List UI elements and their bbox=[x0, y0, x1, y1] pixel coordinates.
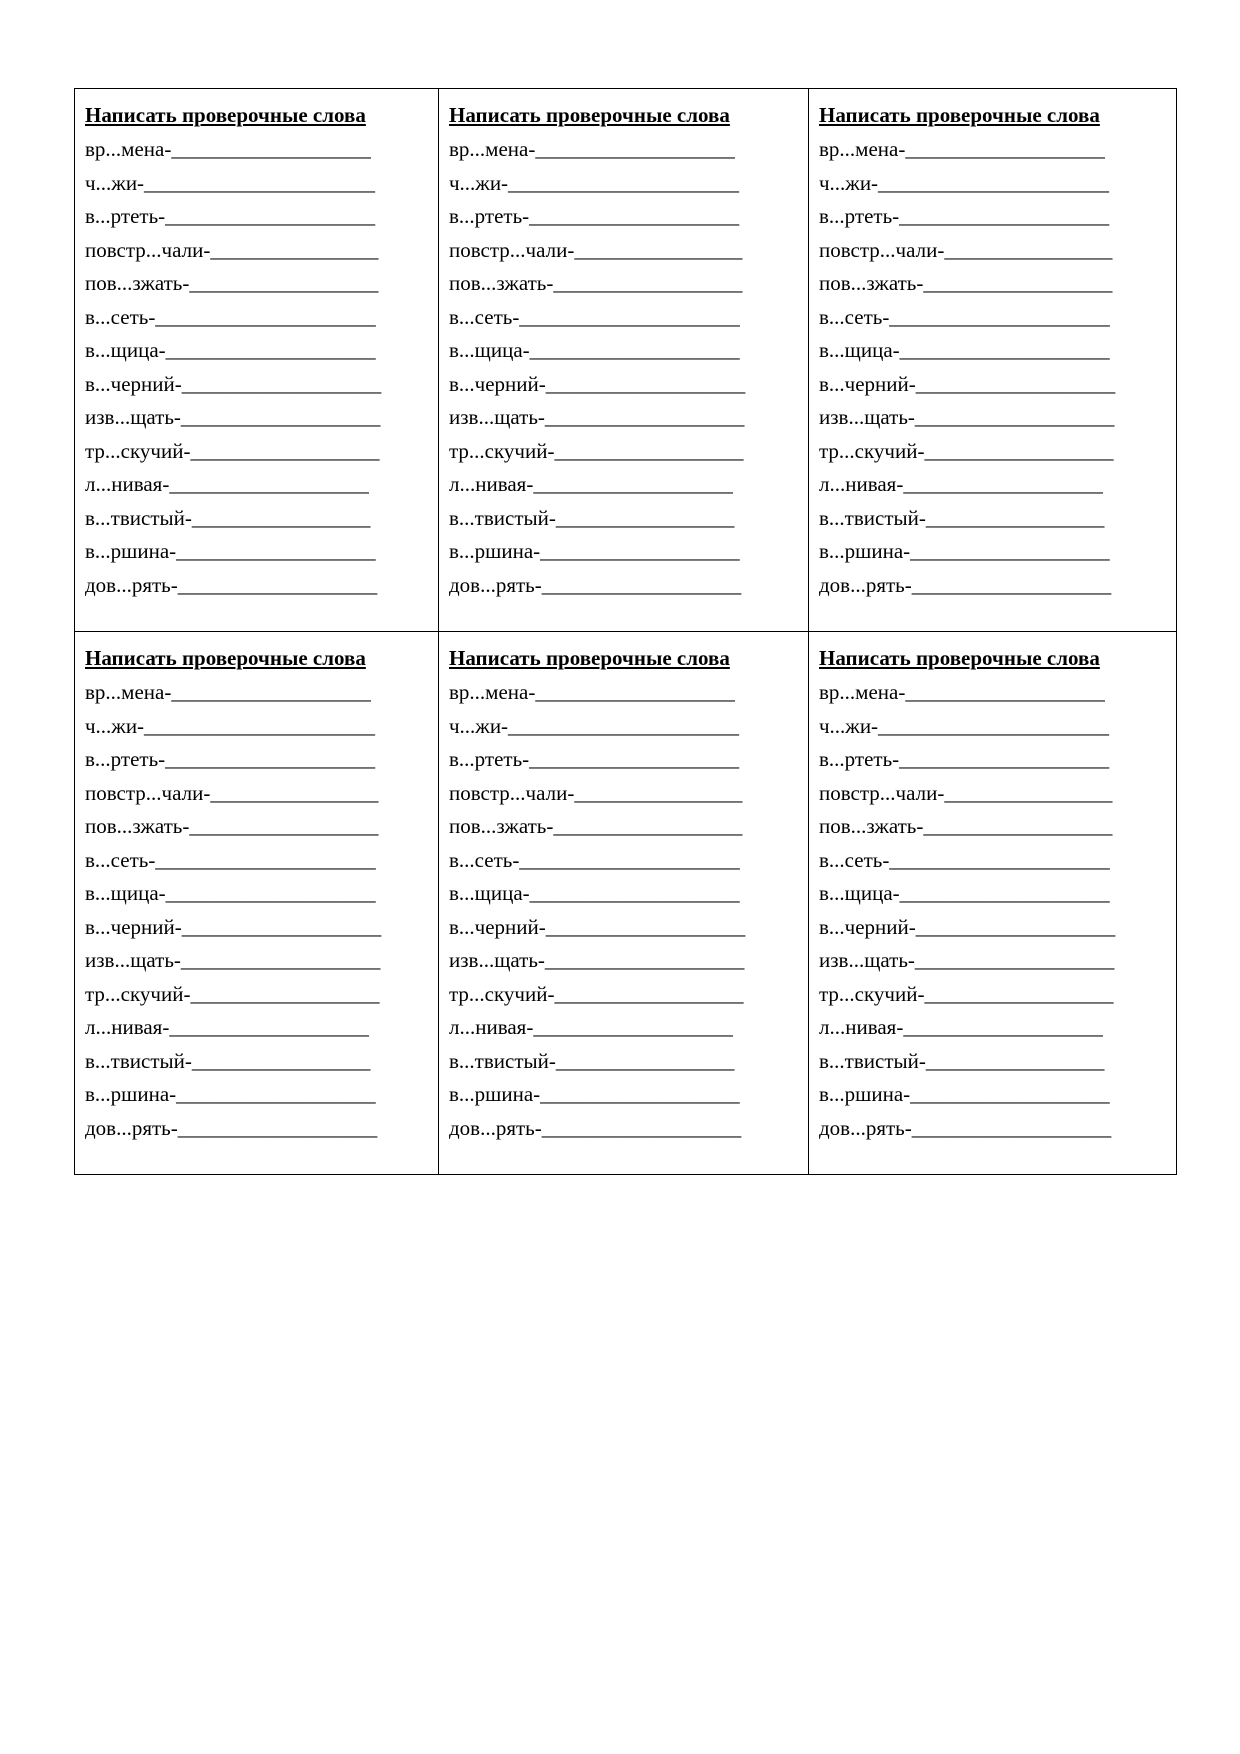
word-line: изв...щать-___________________ bbox=[85, 948, 381, 972]
word-line: дов...рять-___________________ bbox=[449, 572, 742, 597]
word-line: изв...щать-___________________ bbox=[819, 948, 1115, 972]
card-1 bbox=[75, 89, 439, 632]
word-line: ч...жи-______________________ bbox=[449, 713, 740, 738]
word-line: в...твистый-_________________ bbox=[85, 1048, 371, 1073]
card-3 bbox=[809, 89, 1177, 632]
word-line: пов...зжать-__________________ bbox=[85, 271, 379, 295]
word-line: в...твистый-_________________ bbox=[819, 1048, 1105, 1073]
word-line: л...нивая-___________________ bbox=[819, 1015, 1103, 1039]
card-title: Написать проверочные слова bbox=[449, 646, 730, 670]
word-line: в...сеть-_____________________ bbox=[85, 847, 376, 872]
card-5 bbox=[439, 632, 809, 1175]
word-line: в...сеть-_____________________ bbox=[449, 304, 740, 329]
word-line: в...ршина-___________________ bbox=[449, 1082, 740, 1106]
card-6 bbox=[809, 632, 1177, 1175]
word-line: в...сеть-_____________________ bbox=[819, 847, 1110, 872]
word-line: изв...щать-___________________ bbox=[449, 405, 745, 429]
word-line: в...твистый-_________________ bbox=[449, 1048, 735, 1073]
word-line: тр...скучий-__________________ bbox=[819, 438, 1114, 463]
word-line: тр...скучий-__________________ bbox=[819, 981, 1114, 1006]
word-line: ч...жи-______________________ bbox=[819, 713, 1110, 738]
word-line: в...щица-____________________ bbox=[85, 881, 376, 905]
card-title: Написать проверочные слова bbox=[819, 103, 1100, 127]
word-line: дов...рять-___________________ bbox=[819, 572, 1112, 597]
word-line: пов...зжать-__________________ bbox=[819, 814, 1113, 838]
word-line: повстр...чали-________________ bbox=[819, 237, 1113, 262]
word-line: тр...скучий-__________________ bbox=[85, 438, 380, 463]
word-line: в...ртеть-____________________ bbox=[449, 204, 740, 228]
word-line: в...черний-___________________ bbox=[85, 914, 382, 939]
word-line: дов...рять-___________________ bbox=[449, 1115, 742, 1140]
word-line: в...ршина-___________________ bbox=[85, 1082, 376, 1106]
word-line: л...нивая-___________________ bbox=[449, 1015, 733, 1039]
word-line: в...щица-____________________ bbox=[449, 881, 740, 905]
word-line: вр...мена-___________________ bbox=[85, 680, 371, 704]
word-line: тр...скучий-__________________ bbox=[85, 981, 380, 1006]
word-line: в...черний-___________________ bbox=[85, 371, 382, 396]
word-line: в...твистый-_________________ bbox=[819, 505, 1105, 530]
word-line: изв...щать-___________________ bbox=[85, 405, 381, 429]
word-line: повстр...чали-________________ bbox=[85, 237, 379, 262]
word-line: повстр...чали-________________ bbox=[449, 780, 743, 805]
word-line: в...щица-____________________ bbox=[449, 338, 740, 362]
word-line: в...ртеть-____________________ bbox=[449, 747, 740, 771]
word-line: в...ршина-___________________ bbox=[85, 539, 376, 563]
word-line: повстр...чали-________________ bbox=[85, 780, 379, 805]
word-line: в...сеть-_____________________ bbox=[819, 304, 1110, 329]
word-line: пов...зжать-__________________ bbox=[85, 814, 379, 838]
word-line: в...щица-____________________ bbox=[819, 338, 1110, 362]
word-line: тр...скучий-__________________ bbox=[449, 438, 744, 463]
word-line: тр...скучий-__________________ bbox=[449, 981, 744, 1006]
card-2 bbox=[439, 89, 809, 632]
word-line: изв...щать-___________________ bbox=[449, 948, 745, 972]
word-line: в...ршина-___________________ bbox=[819, 1082, 1110, 1106]
word-line: в...черний-___________________ bbox=[449, 914, 746, 939]
word-line: в...щица-____________________ bbox=[819, 881, 1110, 905]
word-line: в...сеть-_____________________ bbox=[85, 304, 376, 329]
word-line: в...щица-____________________ bbox=[85, 338, 376, 362]
word-line: повстр...чали-________________ bbox=[449, 237, 743, 262]
grid-row-bottom bbox=[75, 632, 1177, 1175]
word-line: пов...зжать-__________________ bbox=[449, 271, 743, 295]
word-line: в...черний-___________________ bbox=[819, 914, 1116, 939]
word-line: л...нивая-___________________ bbox=[819, 472, 1103, 496]
word-line: дов...рять-___________________ bbox=[85, 572, 378, 597]
worksheet-grid bbox=[74, 88, 1177, 1175]
word-line: в...черний-___________________ bbox=[449, 371, 746, 396]
card-title: Написать проверочные слова bbox=[819, 646, 1100, 670]
word-line: ч...жи-______________________ bbox=[85, 713, 376, 738]
word-line: в...ршина-___________________ bbox=[819, 539, 1110, 563]
word-line: в...ртеть-____________________ bbox=[85, 747, 376, 771]
word-line: в...ртеть-____________________ bbox=[819, 204, 1110, 228]
word-line: дов...рять-___________________ bbox=[819, 1115, 1112, 1140]
card-title: Написать проверочные слова bbox=[449, 103, 730, 127]
word-line: ч...жи-______________________ bbox=[449, 170, 740, 195]
word-line: л...нивая-___________________ bbox=[449, 472, 733, 496]
word-line: дов...рять-___________________ bbox=[85, 1115, 378, 1140]
card-title: Написать проверочные слова bbox=[85, 646, 366, 670]
word-line: изв...щать-___________________ bbox=[819, 405, 1115, 429]
word-line: пов...зжать-__________________ bbox=[819, 271, 1113, 295]
word-line: вр...мена-___________________ bbox=[449, 680, 735, 704]
word-line: в...ртеть-____________________ bbox=[85, 204, 376, 228]
word-line: л...нивая-___________________ bbox=[85, 1015, 369, 1039]
grid-row-top bbox=[75, 89, 1177, 632]
word-line: вр...мена-___________________ bbox=[449, 137, 735, 161]
word-line: вр...мена-___________________ bbox=[819, 137, 1105, 161]
card-title: Написать проверочные слова bbox=[85, 103, 366, 127]
word-line: ч...жи-______________________ bbox=[819, 170, 1110, 195]
word-line: ч...жи-______________________ bbox=[85, 170, 376, 195]
word-line: пов...зжать-__________________ bbox=[449, 814, 743, 838]
word-line: в...твистый-_________________ bbox=[449, 505, 735, 530]
word-line: вр...мена-___________________ bbox=[85, 137, 371, 161]
word-line: в...сеть-_____________________ bbox=[449, 847, 740, 872]
card-4 bbox=[75, 632, 439, 1175]
word-line: в...твистый-_________________ bbox=[85, 505, 371, 530]
word-line: в...черний-___________________ bbox=[819, 371, 1116, 396]
word-line: вр...мена-___________________ bbox=[819, 680, 1105, 704]
word-line: повстр...чали-________________ bbox=[819, 780, 1113, 805]
word-line: в...ршина-___________________ bbox=[449, 539, 740, 563]
word-line: л...нивая-___________________ bbox=[85, 472, 369, 496]
word-line: в...ртеть-____________________ bbox=[819, 747, 1110, 771]
